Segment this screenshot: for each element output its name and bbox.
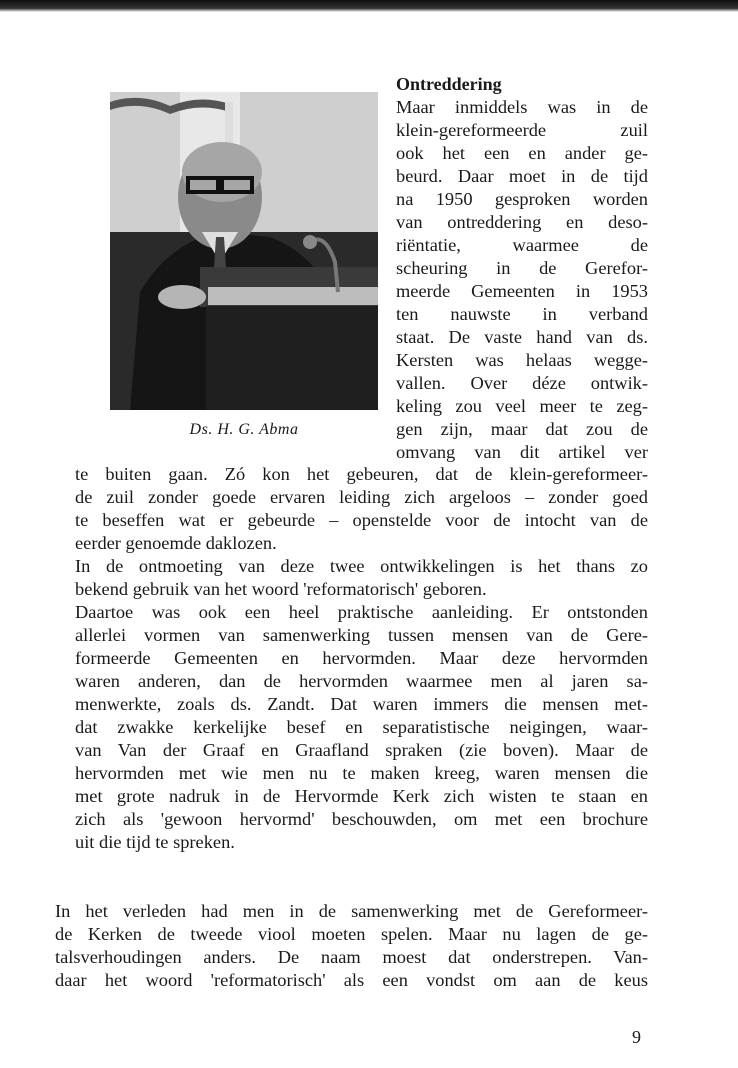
text-line: In de ontmoeting van deze twee ontwikkelingen is het thans zo (75, 556, 648, 576)
text-line: ten nauwste in verband (396, 304, 648, 324)
section-heading: Ontreddering (396, 74, 502, 94)
text-line: Kersten was helaas wegge- (396, 350, 648, 370)
text-line: staat. De vaste hand van ds. (396, 327, 648, 347)
text-line: ook het een en ander ge- (396, 143, 648, 163)
text-line: beurd. Daar moet in de tijd (396, 166, 648, 186)
text-line: gen zijn, maar dat zou de (396, 419, 648, 439)
text-line: klein-gereformeerde zuil (396, 120, 648, 140)
page-top-edge (0, 0, 738, 12)
text-line: keling zou veel meer te zeg- (396, 396, 648, 416)
text-line: vallen. Over déze ontwik- (396, 373, 648, 393)
text-line: met grote nadruk in de Hervormde Kerk zich wisten te staan en (75, 786, 648, 806)
text-line: Daartoe was ook een heel praktische aanleiding. Er ontstonden (75, 602, 648, 622)
text-line: de Kerken de tweede viool moeten spelen. Maar nu lagen de ge- (55, 924, 648, 944)
text-line: riëntatie, waarmee de (396, 235, 648, 255)
text-line: hervormden met wie men nu te maken kreeg, waren mensen die (75, 763, 648, 783)
text-line: meerde Gemeenten in 1953 (396, 281, 648, 301)
text-line: scheuring in de Gerefor- (396, 258, 648, 278)
portrait-photo (110, 92, 378, 410)
text-line: talsverhoudingen anders. De naam moest dat onderstrepen. Van- (55, 947, 648, 967)
text-line: daar het woord 'reformatorisch' als een vondst om aan de keus (55, 970, 648, 990)
text-line: allerlei vormen van samenwerking tussen mensen van de Gere- (75, 625, 648, 645)
text-line: waren anderen, dan de hervormden waarmee men al jaren sa- (75, 671, 648, 691)
text-line: dat zwakke kerkelijke besef en separatistische neigingen, waar- (75, 717, 648, 737)
text-line: uit die tijd te spreken. (75, 832, 235, 852)
text-line: In het verleden had men in de samenwerking met de Gereformeer- (55, 901, 648, 921)
text-line: omvang van dit artikel ver (396, 442, 648, 462)
text-line: de zuil zonder goede ervaren leiding zich argeloos – zonder goed (75, 487, 648, 507)
photo-caption: Ds. H. G. Abma (189, 421, 299, 438)
page-number: 9 (632, 1027, 641, 1047)
text-line: formeerde Gemeenten en hervormden. Maar deze hervormden (75, 648, 648, 668)
text-line: Maar inmiddels was in de (396, 97, 648, 117)
text-line: eerder genoemde daklozen. (75, 533, 277, 553)
text-line: bekend gebruik van het woord 'reformatorisch' geboren. (75, 579, 487, 599)
text-line: te beseffen wat er gebeurde – openstelde voor de intocht van de (75, 510, 648, 530)
text-line: van Van der Graaf en Graafland spraken (zie boven). Maar de (75, 740, 648, 760)
text-line: te buiten gaan. Zó kon het gebeuren, dat de klein-gereformeer- (75, 464, 648, 484)
text-line: na 1950 gesproken worden (396, 189, 648, 209)
text-line: zich als 'gewoon hervormd' beschouwden, om met een brochure (75, 809, 648, 829)
text-line: van ontreddering en deso- (396, 212, 648, 232)
text-line: menwerkte, zoals ds. Zandt. Dat waren immers die mensen met- (75, 694, 648, 714)
